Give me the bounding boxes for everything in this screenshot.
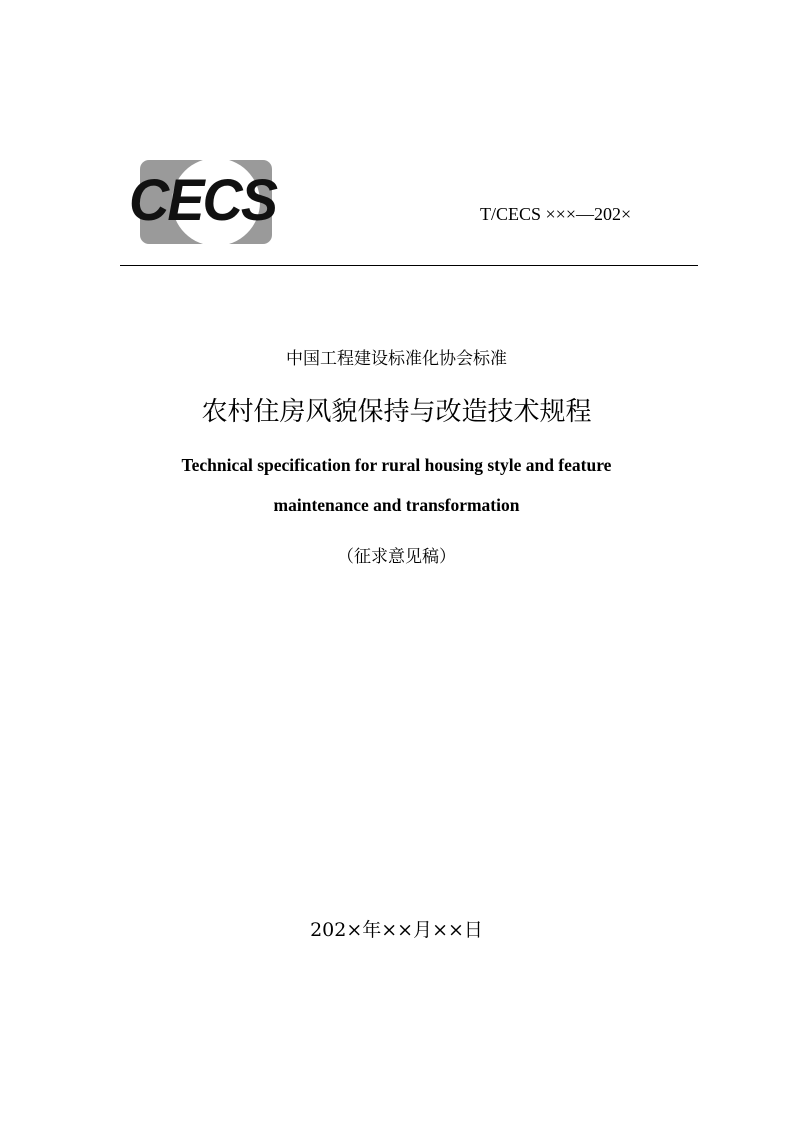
document-title-english-line-2: maintenance and transformation <box>273 495 520 515</box>
cecs-logo <box>120 156 292 248</box>
logo-text: CECS <box>129 168 277 233</box>
draft-label: （征求意见稿） <box>337 547 456 567</box>
association-name: 中国工程建设标准化协会标准 <box>286 349 507 369</box>
document-title-english-line-1: Technical specification for rural housing style and feature <box>181 455 612 475</box>
header-divider <box>120 265 698 266</box>
publication-date: 202×年××月××日 <box>310 919 483 941</box>
document-title-chinese: 农村住房风貌保持与改造技术规程 <box>201 397 592 427</box>
standard-number: T/CECS ×××—202× <box>480 204 632 224</box>
